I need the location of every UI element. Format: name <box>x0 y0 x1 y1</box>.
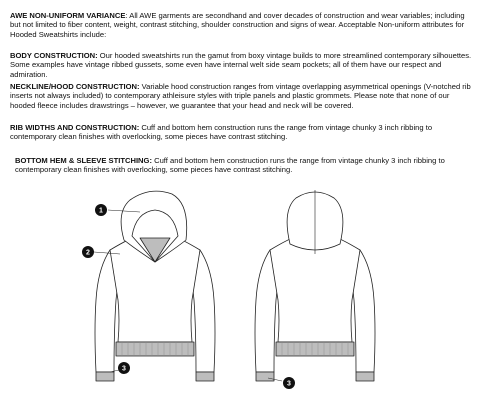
svg-text:1: 1 <box>99 207 103 215</box>
svg-text:3: 3 <box>287 380 291 388</box>
svg-text:3: 3 <box>122 365 126 373</box>
section-heading: BODY CONSTRUCTION: <box>10 51 98 60</box>
section-heading: BOTTOM HEM & SLEEVE STITCHING: <box>15 156 152 165</box>
section-body: Cuff and bottom hem construction runs the range from vintage chunky 3 inch ribbing to contemporary clean finishes with overlocking, some pieces have contrast stitching. <box>10 123 433 142</box>
callout-marker-2 <box>82 246 94 258</box>
callout-marker-3-back <box>283 377 295 389</box>
section-heading: NECKLINE/HOOD CONSTRUCTION: <box>10 82 140 91</box>
callout-marker-1 <box>95 204 107 216</box>
callout-marker-3-front <box>118 362 130 374</box>
back-hoodie-sketch <box>255 190 375 381</box>
section-body: Variable hood construction ranges from vintage overlapping asymmetrical openings (V-notched rib inserts not always included) to contemporary athleisure styles with triple panels and plastic grommets. Please note that none of our hooded fleece includes drawstrings – however, we guarantee that your head and neck will be covered. <box>10 82 471 110</box>
section-heading: RIB WIDTHS AND CONSTRUCTION: <box>10 123 140 132</box>
section-body: Cuff and bottom hem construction runs the range from vintage chunky 3 inch ribbing to contemporary clean finishes with overlocking, some pieces have contrast stitching. <box>15 156 445 175</box>
section-body: : All AWE garments are secondhand and cover decades of construction and wear variables; including but not limited to fiber content, weight, contrast stitching, shoulder construction and signs of wear. Acceptable Non-uniform attributes for Hooded Sweatshirts include: <box>10 11 465 39</box>
section-body: Our hooded sweatshirts run the gamut from boxy vintage builds to more streamlined contemporary silhouettes. Some examples have vintage ribbed gussets, some even have internal welt side seam pockets; all of them have our respect and admiration. <box>10 51 472 79</box>
section-heading: AWE NON-UNIFORM VARIANCE <box>10 11 126 20</box>
front-hoodie-sketch <box>95 191 215 381</box>
svg-text:2: 2 <box>86 249 90 257</box>
